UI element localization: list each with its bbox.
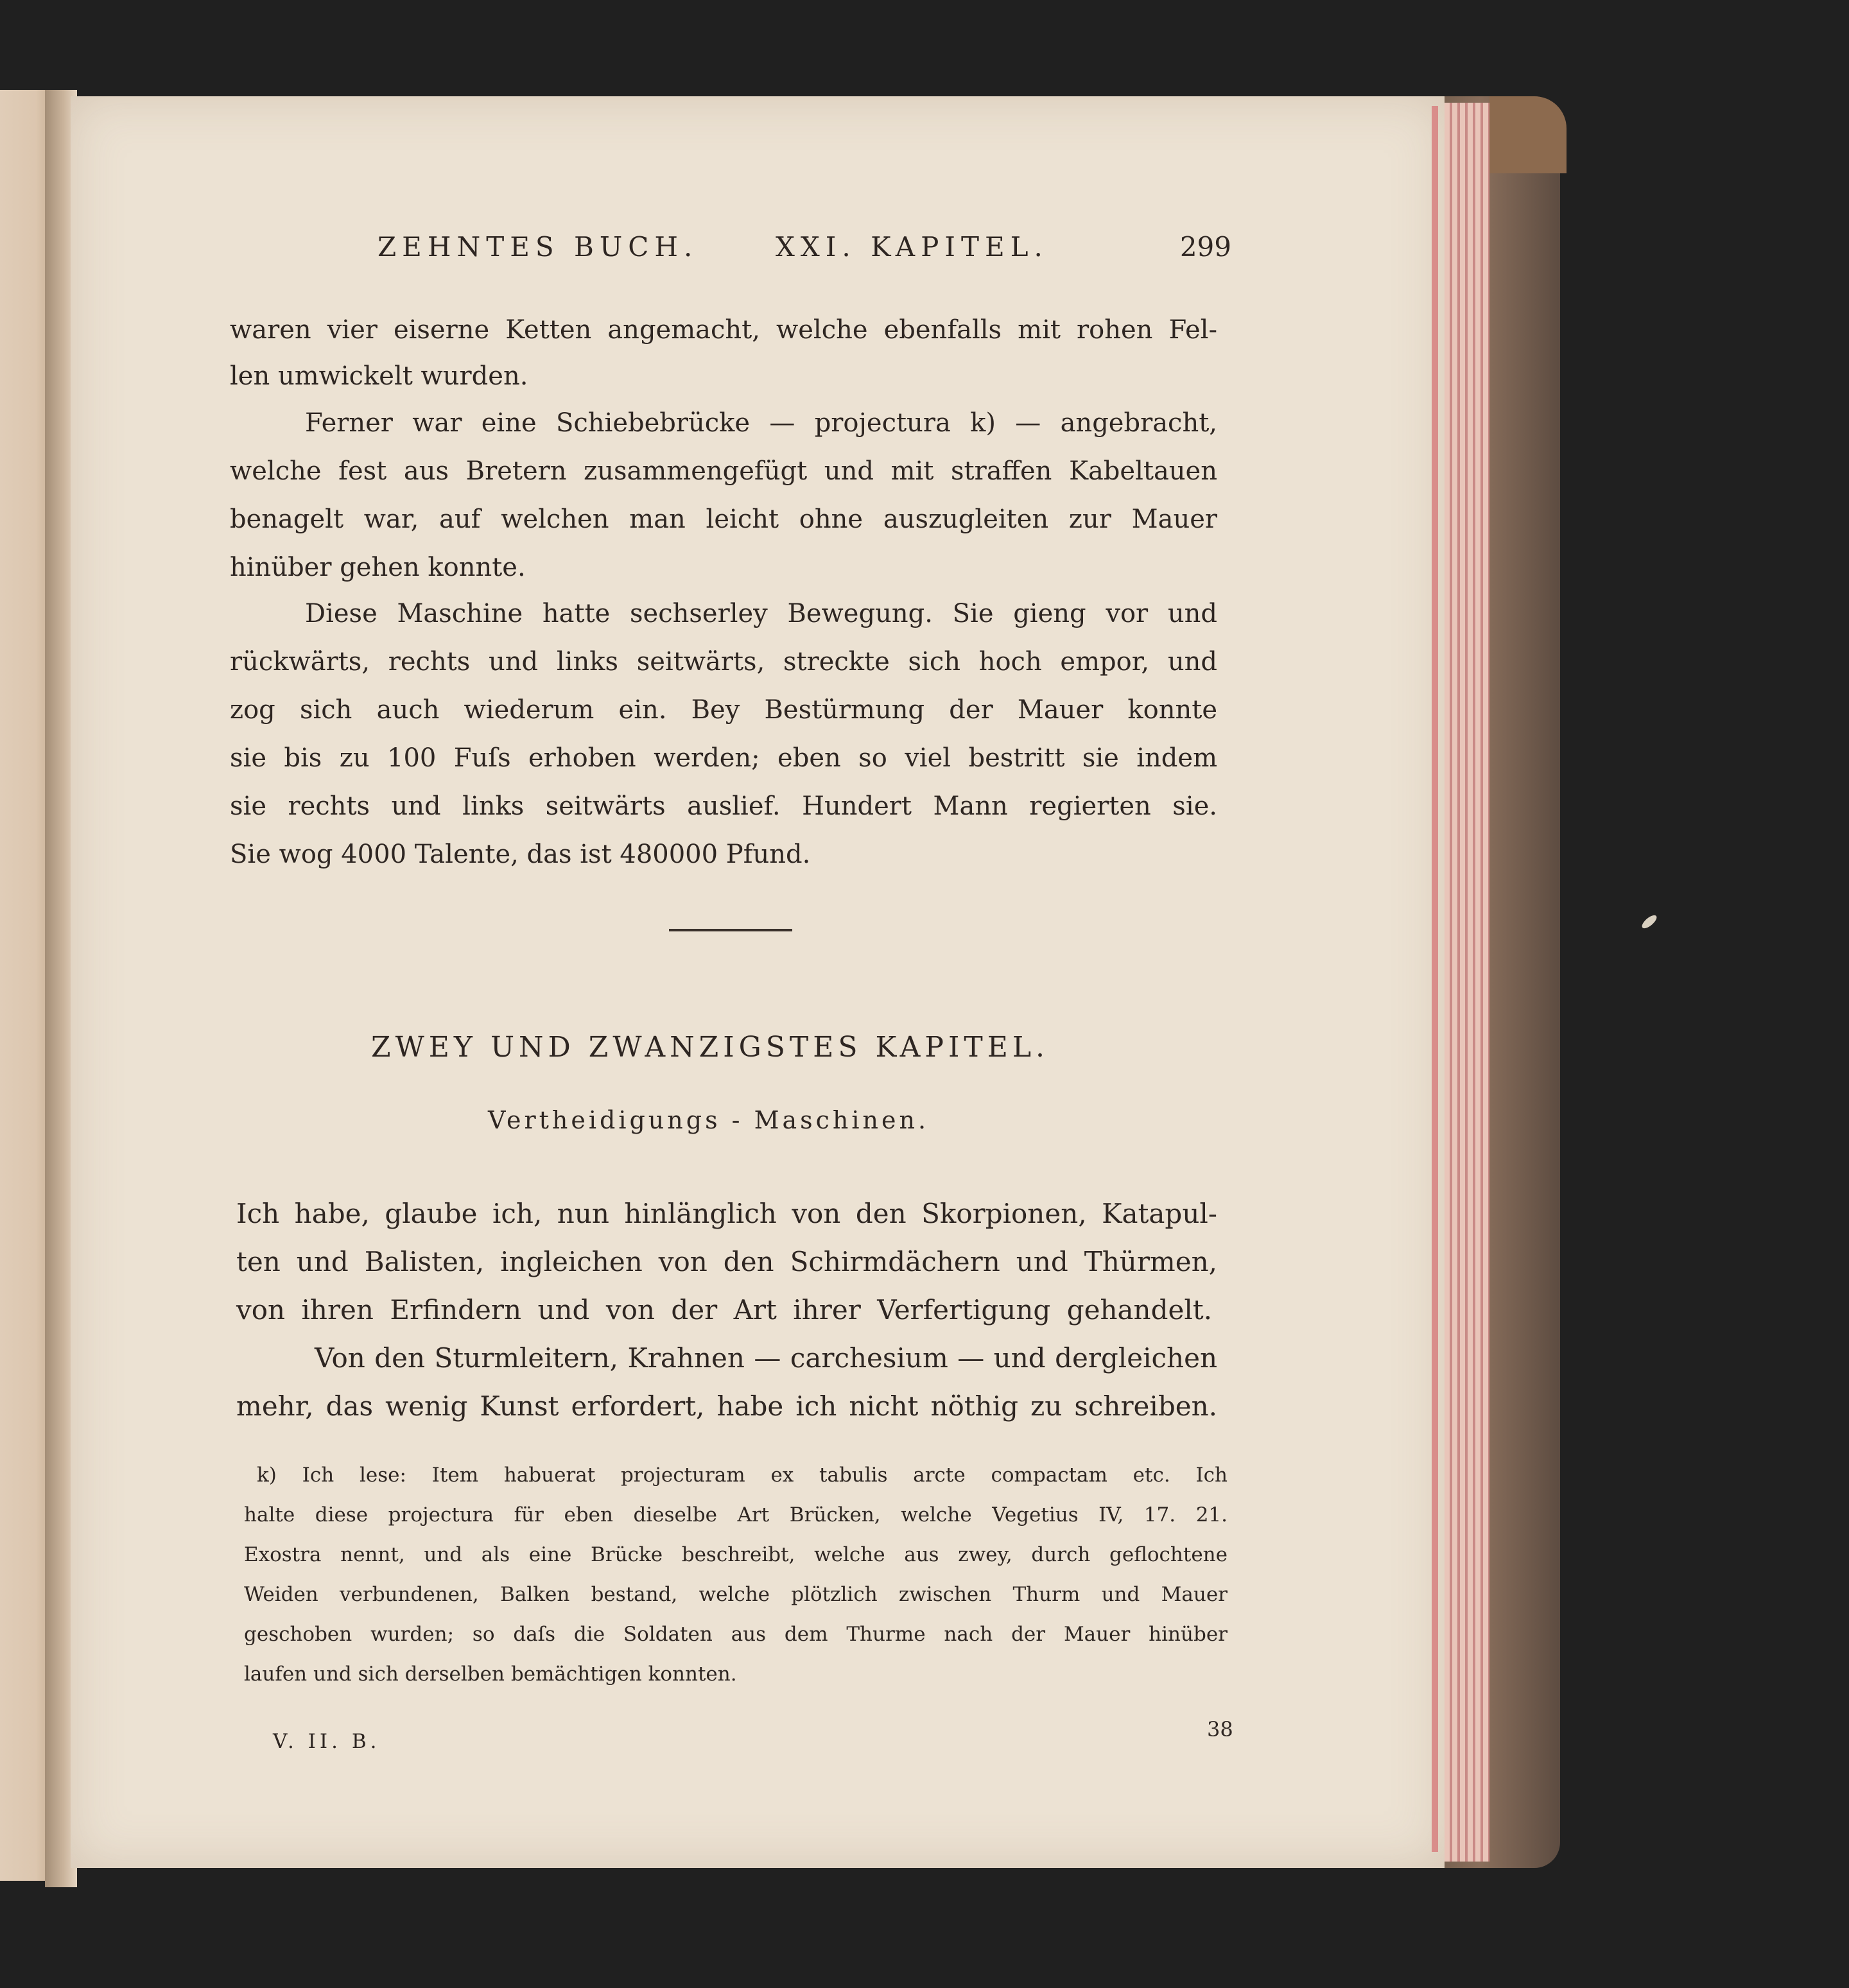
text-line: welche fest aus Bretern zusammengefügt und mit straffen Kabeltauen [230,456,1217,486]
running-head [378,231,1231,276]
chapter-title: ZWEY UND ZWANZIGSTES KAPITEL. [371,1031,1050,1064]
printer-signature: V. II. B. [273,1730,381,1753]
page-red-edge [1432,106,1438,1852]
footnote-line: laufen und sich derselben bemächtigen konnten. [244,1663,737,1686]
footnote-line: Exostra nennt, und als eine Brücke beschreibt, welche aus zwey, durch geflochtene [244,1543,1228,1566]
text-line: rückwärts, rechts und links seitwärts, streckte sich hoch empor, und [230,647,1217,677]
running-head-chapter: XXI. KAPITEL. [776,231,1048,263]
running-head-book: ZEHNTES BUCH. [378,231,699,263]
text-line: hinüber gehen konnte. [230,553,526,582]
page-number: 299 [1179,231,1231,263]
text-line: benagelt war, auf welchen man leicht ohne auszugleiten zur Mauer [230,505,1217,534]
section-divider [669,929,792,931]
text-line: sie rechts und links seitwärts auslief. Hundert Mann regierten sie. [230,791,1217,821]
text-line: Diese Maschine hatte sechserley Bewegung. Sie gieng vor und [305,599,1217,628]
text-line: Von den Sturmleitern, Krahnen — carchesium — und dergleichen [315,1342,1217,1374]
text-line: zog sich auch wiederum ein. Bey Bestürmung der Mauer konnte [230,695,1217,725]
text-line: mehr, das wenig Kunst erfordert, habe ich nicht nöthig zu schreiben. [236,1390,1217,1422]
text-line: Ferner war eine Schiebebrücke — projectura k) — angebracht, [305,408,1217,438]
footnote-line: halte diese projectura für eben dieselbe Art Brücken, welche Vegetius IV, 17. 21. [244,1503,1228,1526]
text-line: len umwickelt wurden. [230,361,528,391]
text-line: waren vier eiserne Ketten angemacht, welche ebenfalls mit rohen Fel- [230,315,1217,345]
chapter-subtitle: Vertheidigungs - Maschinen. [488,1106,930,1134]
footnote-line: geschoben wurden; so daſs die Soldaten aus dem Thurme nach der Mauer hinüber [244,1623,1228,1646]
text-line: Sie wog 4000 Talente, das ist 480000 Pfund. [230,840,811,869]
footnote-line: Weiden verbundenen, Balken bestand, welche plötzlich zwischen Thurm und Mauer [244,1583,1228,1606]
sheet-number: 38 [1207,1717,1233,1742]
text-line: von ihren Erfindern und von der Art ihrer Verfertigung gehandelt. [236,1294,1212,1326]
cover-corner [1489,96,1567,173]
left-facing-page [0,90,51,1881]
text-line: sie bis zu 100 Fuſs erhoben werden; eben so viel bestritt sie indem [230,743,1217,773]
footnote-line: k) Ich lese: Item habuerat projecturam ex tabulis arcte compactam etc. Ich [257,1464,1228,1487]
text-line: Ich habe, glaube ich, nun hinlänglich von den Skorpionen, Katapul- [236,1198,1217,1229]
text-line: ten und Balisten, ingleichen von den Schirmdächern und Thürmen, [236,1246,1217,1277]
